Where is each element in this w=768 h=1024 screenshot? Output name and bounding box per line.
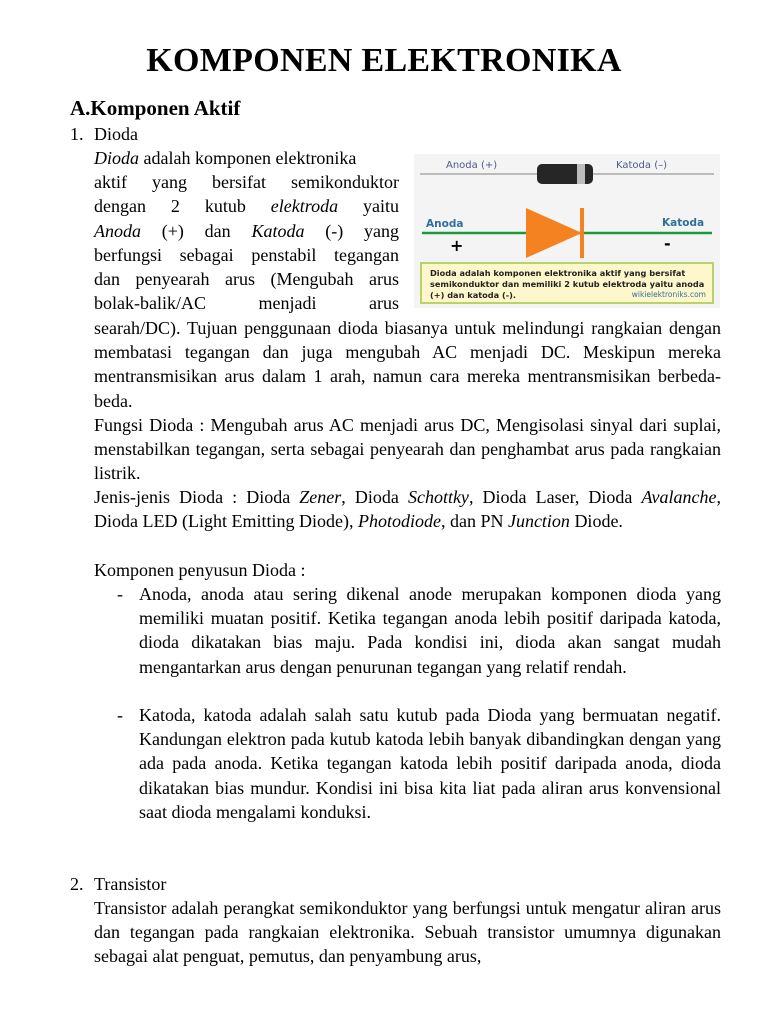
transistor-text: Transistor adalah perangkat semikonduktor yang berfungsi untuk mengatur aliran arus dan tegangan pada rangkaian elektronika. Sebuah transistor umumnya digunakan sebagai alat penguat, pemutus, dan penyambung arus,	[94, 898, 721, 967]
intro-line: dengan 2 kutub elektroda yaitu	[94, 196, 399, 217]
dioda-fungsi: Fungsi Dioda : Mengubah arus AC menjadi arus DC, Mengisolasi sinyal dari suplai, menstabilkan tegangan, serta sebagai penyearah dan penghambat arus pada rangkaian listrik.	[94, 415, 721, 484]
dioda-penyusun: Komponen penyusun Dioda :	[94, 560, 306, 580]
katoda-label: Katoda	[662, 217, 705, 229]
intro-line: Anoda (+) dan Katoda (-) yang	[94, 220, 399, 241]
anoda-top-label: Anoda (+)	[446, 160, 498, 171]
intro-line: bolak-balik/AC menjadi arus	[94, 293, 399, 314]
intro-line: aktif yang bersifat semikonduktor	[94, 172, 399, 193]
item-heading: Dioda	[94, 124, 138, 144]
bullet-dash: -	[117, 584, 123, 604]
intro-line: dan penyearah arus (Mengubah arus	[94, 269, 399, 290]
plus-sign: +	[450, 236, 464, 255]
bullet-katoda: Katoda, katoda adalah salah satu kutub pada Dioda yang bermuatan negatif. Kandungan elektron pada kutub katoda lebih banyak dibandingkan dengan yang ada pada anoda. Ketika tegangan katoda lebih positif daripada anoda, dioda dikatakan bias mundur. Kondisi ini bisa kita liat pada aliran arus konvensional saat dioda mengalami konduksi.	[139, 705, 721, 822]
dioda-intro-continued: searah/DC). Tujuan penggunaan dioda biasanya untuk melindungi rangkaian dengan membatasi tegangan dan juga mengubah AC menjadi DC. Meskipun mereka mentransmisikan arus dalam 1 arah, namun cara mereka mentransmisikan berbeda-beda.	[94, 318, 721, 411]
page-title: KOMPONEN ELEKTRONIKA	[146, 42, 622, 79]
anoda-label: Anoda	[426, 218, 464, 230]
item-number: 2.	[70, 874, 84, 894]
figure-caption-box	[420, 262, 714, 304]
intro-line: berfungsi sebagai penstabil tegangan	[94, 244, 399, 265]
diode-band	[577, 164, 585, 184]
katoda-top-label: Katoda (–)	[616, 160, 668, 171]
diode-triangle	[526, 208, 582, 258]
dioda-jenis: Jenis-jenis Dioda : Dioda Zener, Dioda Schottky, Dioda Laser, Dioda Avalanche, Dioda LED (Light Emitting Diode), Photodiode, dan PN Junction Diode.	[94, 487, 721, 532]
item-number: 1.	[70, 124, 84, 144]
bullet-anoda: Anoda, anoda atau sering dikenal anode merupakan komponen dioda yang memiliki muatan positif. Ketika tegangan anoda lebih positif daripada katoda, dioda dikatakan bias maju. Pada kondisi ini, dioda akan sangat mudah mengantarkan arus dengan penurunan tegangan yang relatif rendah.	[139, 584, 721, 677]
item-heading: Transistor	[94, 874, 167, 894]
diode-figure	[414, 154, 720, 308]
minus-sign: -	[664, 234, 671, 253]
figure-caption: Dioda adalah komponen elektronika aktif yang bersifat semikonduktor dan memiliki 2 kutub elektroda yaitu anoda (+) dan katoda (-).	[430, 268, 705, 300]
bullet-dash: -	[117, 705, 123, 725]
dioda-intro	[94, 146, 399, 315]
section-heading: A.Komponen Aktif	[70, 96, 241, 120]
intro-line: Dioda adalah komponen elektronika	[94, 148, 357, 168]
figure-source: wikielektroniks.com	[631, 290, 706, 299]
